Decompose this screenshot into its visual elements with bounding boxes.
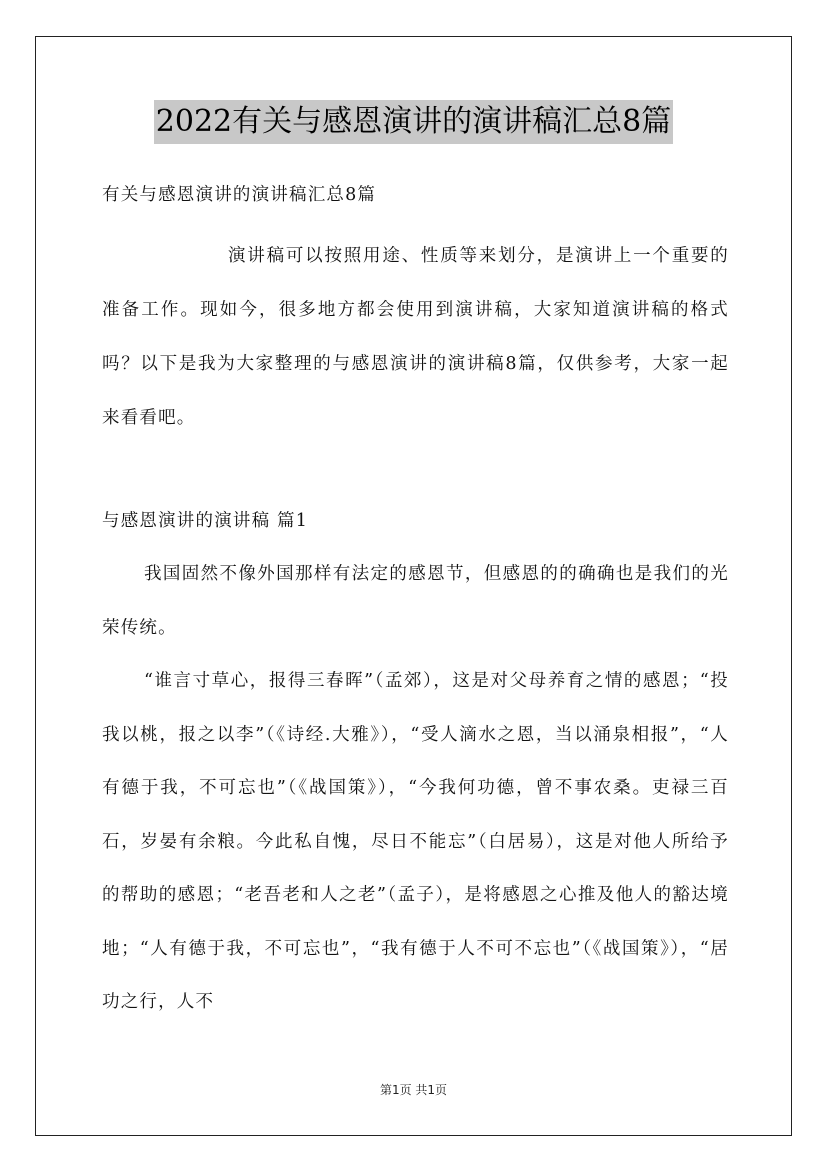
body-text: [102, 548, 729, 1030]
document-title: 2022有关与感恩演讲的演讲稿汇总8篇: [154, 100, 673, 144]
body-paragraph: “谁言寸草心，报得三春晖”（孟郊），这是对父母养育之情的感恩；“投我以桃，报之以李”（《诗经.大雅》），“受人滴水之恩，当以涌泉相报”，“人有德于我，不可忘也”（《战国策》），“今我何功德，曾不事农桑。吏禄三百石，岁晏有余粮。今此私自愧，尽日不能忘”（白居易），这是对他人所给予的帮助的感恩；“老吾老和人之老”（孟子），是将感恩之心推及他人的豁达境地；“人有德于我，不可忘也”，“我有德于人不可不忘也”（《战国策》），“居功之行，人不: [102, 671, 729, 1012]
intro-paragraph: 演讲稿可以按照用途、性质等来划分，是演讲上一个重要的准备工作。现如今，很多地方都会使用到演讲稿，大家知道演讲稿的格式吗？以下是我为大家整理的与感恩演讲的演讲稿8篇，仅供参考，大家一起来看看吧。: [102, 246, 729, 428]
document-subtitle: 有关与感恩演讲的演讲稿汇总8篇: [102, 185, 377, 205]
page-number-footer: 第1页 共1页: [379, 1083, 448, 1097]
body-paragraph: 我国固然不像外国那样有法定的感恩节，但感恩的的确确也是我们的光荣传统。: [102, 564, 729, 638]
section-heading: 与感恩演讲的演讲稿 篇1: [102, 511, 309, 531]
title-container: [0, 100, 827, 144]
